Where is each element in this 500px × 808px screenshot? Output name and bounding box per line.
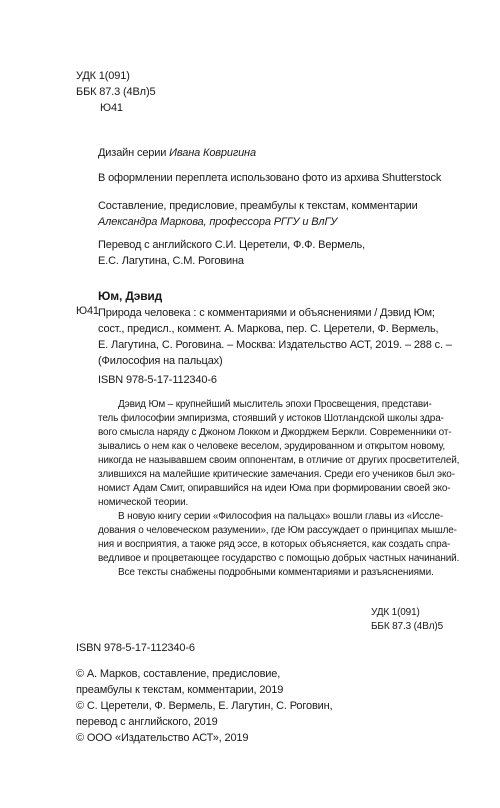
isbn: ISBN 978-5-17-112340-6 bbox=[76, 642, 195, 654]
bbk-code: ББК 87.3 (4Вл)5 bbox=[76, 86, 156, 98]
copyright-line: © А. Марков, составление, предисловие, bbox=[76, 668, 281, 680]
annotation-line: дования о человеческом разумении», где Юм рассуждает о принципах мышле- bbox=[98, 525, 457, 536]
annotation-line: ведливое и процветающее государство с помощью добрых частных начинаний. bbox=[98, 553, 460, 564]
compilation-label: Составление, предисловие, преамбулы к текстам, комментарии bbox=[98, 200, 418, 212]
annotation-line: никогда не называвшем своим оппонентам, в отличие от других просветителей, bbox=[98, 455, 460, 466]
classification-block-bottom bbox=[371, 606, 443, 634]
annotation-line: тель философии эмпиризма, стоявший у истоков Шотландской школы здра- bbox=[98, 413, 444, 424]
annotation-line: злившихся на малейшие критические замечания. Среди его учеников был эко- bbox=[98, 469, 455, 480]
copyright-line: преамбулы к текстам, комментарии, 2019 bbox=[76, 684, 284, 696]
series-design-name: Ивана Ковригина bbox=[169, 147, 256, 159]
annotation-line: ния и восприятия, а также ряд эссе, в которых объясняется, как создать спра- bbox=[98, 539, 451, 550]
catalog-author-mark: Ю41 bbox=[76, 305, 99, 317]
catalog-line-3: Е. Лагутина, С. Роговина. – Москва: Издательство АСТ, 2019. – 288 с. – bbox=[98, 339, 452, 351]
annotation-line: номической теории. bbox=[98, 497, 189, 508]
series-design-line bbox=[98, 147, 256, 159]
annotation-line: В новую книгу серии «Философия на пальцах» вошли главы из «Иссле- bbox=[118, 511, 444, 522]
cover-photo-credit: В оформлении переплета использовано фото из архива Shutterstock bbox=[98, 172, 442, 184]
udc-code: УДК 1(091) bbox=[76, 70, 130, 82]
annotation-line: номист Адам Смит, опиравшийся на идеи Юма при формировании своей эко- bbox=[98, 483, 451, 494]
catalog-isbn: ISBN 978-5-17-112340-6 bbox=[98, 374, 217, 386]
series-design-label: Дизайн серии bbox=[98, 147, 167, 159]
copyright-block bbox=[76, 666, 333, 746]
catalog-entry bbox=[98, 305, 452, 369]
compilation-credit bbox=[98, 198, 418, 230]
udc-code-bottom: УДК 1(091) bbox=[371, 607, 420, 618]
catalog-line-1: Природа человека : с комментариями и объяснениями / Дэвид Юм; bbox=[98, 307, 435, 319]
catalog-line-4: (Философия на пальцах) bbox=[98, 355, 223, 367]
translation-line-1: Перевод с английского С.И. Церетели, Ф.Ф. Вермель, bbox=[98, 239, 366, 251]
translation-line-2: Е.С. Лагутина, С.М. Роговина bbox=[98, 255, 244, 267]
bbk-code-bottom: ББК 87.3 (4Вл)5 bbox=[371, 621, 444, 632]
annotation-line: Дэвид Юм – крупнейший мыслитель эпохи Просвещения, представи- bbox=[118, 399, 432, 410]
catalog-line-2: сост., предисл., коммент. А. Маркова, пер. С. Церетели, Ф. Вермель, bbox=[98, 323, 439, 335]
author-mark: Ю41 bbox=[100, 102, 123, 114]
copyright-line: © ООО «Издательство АСТ», 2019 bbox=[76, 732, 249, 744]
classification-block bbox=[76, 68, 155, 116]
copyright-line: перевод с английского, 2019 bbox=[76, 716, 218, 728]
annotation-line: Все тексты снабжены подробными комментариями и разъяснениями. bbox=[118, 567, 434, 578]
copyright-line: © С. Церетели, Ф. Вермель, Е. Лагутин, С. Роговин, bbox=[76, 700, 333, 712]
author-heading: Юм, Дэвид bbox=[98, 289, 163, 303]
annotation bbox=[98, 398, 459, 580]
compilation-names: Александра Маркова, профессора РГГУ и ВлГУ bbox=[98, 216, 338, 228]
annotation-line: зывались о нем как о человеке веселом, эрудированном и открытом новому, bbox=[98, 441, 445, 452]
annotation-line: вого смысла наряду с Джоном Локком и Джорджем Беркли. Современники от- bbox=[98, 427, 452, 438]
translation-credit bbox=[98, 237, 365, 269]
